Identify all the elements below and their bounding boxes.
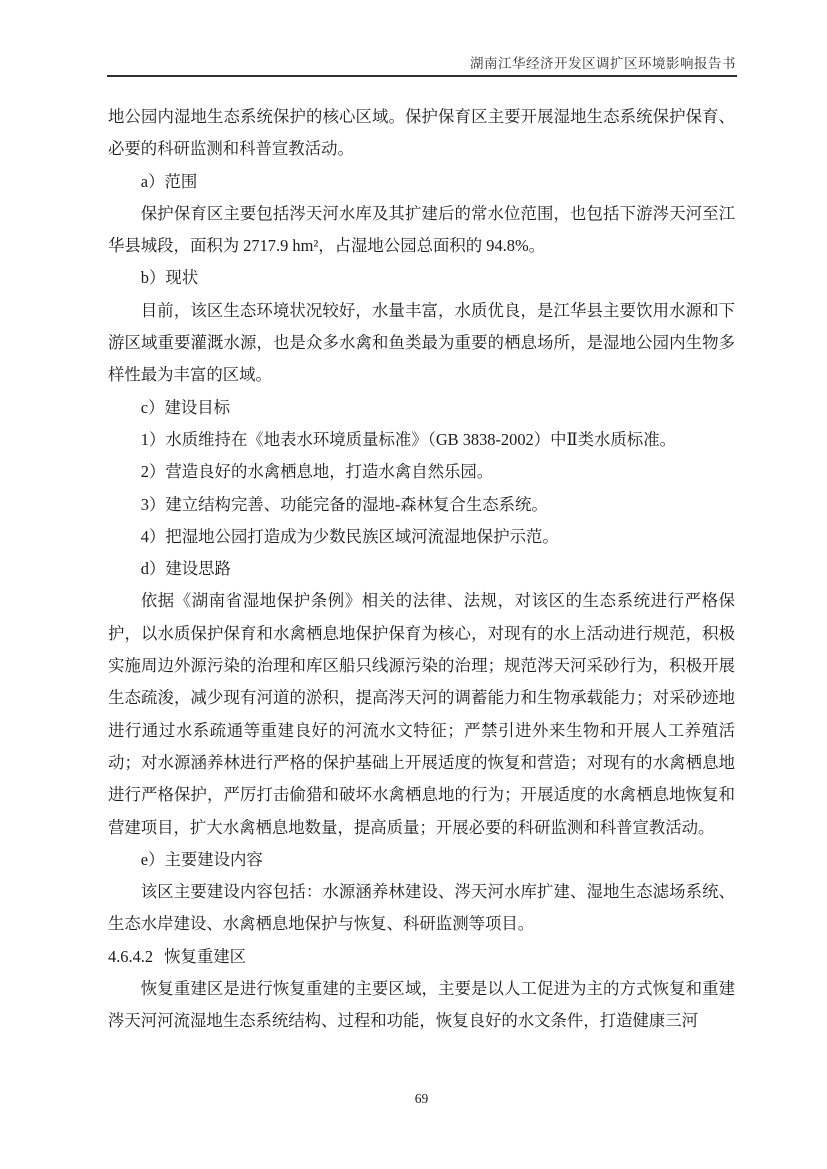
paragraph: 恢复重建区是进行恢复重建的主要区域，主要是以人工促进为主的方式恢复和重建涔天河河流湿地生态系统结构、过程和功能，恢复良好的水文条件，打造健康三河	[108, 979, 735, 1031]
page-footer	[108, 1091, 735, 1107]
section-heading	[108, 941, 735, 973]
page-number: 69	[414, 1091, 429, 1106]
list-item: c）建设目标	[140, 397, 231, 417]
list-item: e）主要建设内容	[140, 849, 263, 869]
paragraph: 依据《湖南省湿地保护条例》相关的法律、法规，对该区的生态系统进行严格保护，以水质保护保育和水禽栖息地保护保育为核心，对现有的水上活动进行规范，积极实施周边外源污染的治理和库区船只线源污染的治理；规范涔天河采砂行为，积极开展生态疏浚，减少现有河道的淤积，提高涔天河的调蓄能力和生物承载能力；对采砂迹地进行通过水系疏通等重建良好的河流水文特征；严禁引进外来生物和开展人工养殖活动；对水源涵养林进行严格的保护基础上开展适度的恢复和营造；对现有的水禽栖息地进行严格保护，严厉打击偷猎和破坏水禽栖息地的行为；开展适度的水禽栖息地恢复和营建项目，扩大水禽栖息地数量，提高质量；开展必要的科研监测和科普宣教活动。	[108, 591, 735, 837]
header-title: 湖南江华经济开发区调扩区环境影响报告书	[470, 56, 736, 71]
paragraph: 保护保育区主要包括涔天河水库及其扩建后的常水位范围，也包括下游涔天河至江华县城段，面积为 2717.9 hm²，占湿地公园总面积的 94.8%。	[108, 203, 735, 256]
header-rule	[107, 75, 737, 77]
paragraph: 目前，该区生态环境状况较好，水量丰富，水质优良，是江华县主要饮用水源和下游区域重要灌溉水源，也是众多水禽和鱼类最为重要的栖息场所，是湿地公园内生物多样性最为丰富的区域。	[108, 300, 735, 385]
page-header	[108, 52, 736, 72]
section-number: 4.6.4.2	[108, 946, 154, 966]
document-body	[108, 101, 735, 1038]
paragraph: 地公园内湿地生态系统保护的核心区域。保护保育区主要开展湿地生态系统保护保育、必要的科研监测和科普宣教活动。	[108, 107, 735, 159]
list-item: a）范围	[140, 171, 198, 191]
list-item: 1）水质维持在《地表水环境质量标准》（GB 3838-2002）中Ⅱ类水质标准。	[140, 429, 676, 449]
paragraph: 该区主要建设内容包括：水源涵养林建设、涔天河水库扩建、湿地生态滤场系统、生态水岸建设、水禽栖息地保护与恢复、科研监测等项目。	[108, 882, 735, 934]
list-item: b）现状	[140, 268, 199, 288]
list-item: 4）把湿地公园打造成为少数民族区域河流湿地保护示范。	[140, 526, 559, 546]
list-item: d）建设思路	[140, 559, 231, 579]
section-title: 恢复重建区	[164, 946, 247, 966]
list-item: 2）营造良好的水禽栖息地，打造水禽自然乐园。	[140, 462, 494, 482]
list-item: 3）建立结构完善、功能完备的湿地-森林复合生态系统。	[140, 494, 548, 514]
